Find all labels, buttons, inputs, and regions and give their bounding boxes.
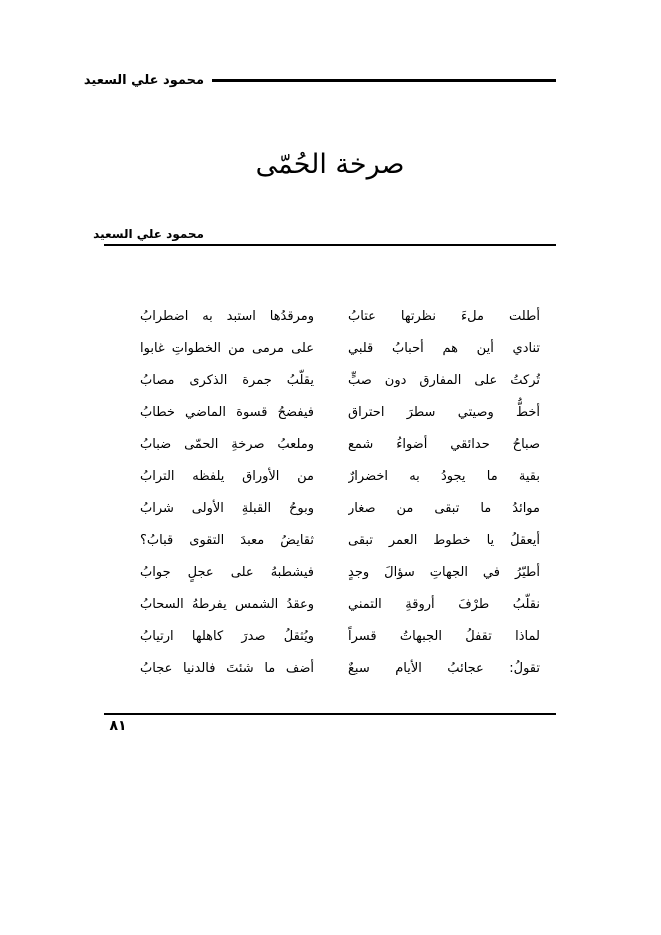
verse-row <box>120 301 540 333</box>
verse-row <box>120 461 540 493</box>
verse-row <box>120 589 540 621</box>
verse-first-hemistich: أطيّرُ في الجهاتِ سؤالَ وجدٍ <box>348 565 540 580</box>
verse-second-hemistich: من الأوراق يلفظه الترابُ <box>140 469 314 484</box>
verse-first-hemistich: بقية ما يجودُ به اخضرارٌ <box>348 469 540 484</box>
verse-row <box>120 621 540 653</box>
verse-first-hemistich: أيعقلُ يا خطوط العمر تبقى <box>348 533 540 548</box>
verse-second-hemistich: وبوحُ القبلةِ الأولى شرابُ <box>140 501 314 516</box>
verse-row <box>120 557 540 589</box>
verse-row <box>120 365 540 397</box>
verse-row <box>120 525 540 557</box>
verse-second-hemistich: يقلّبُ جمرة الذكرى مصابُ <box>140 373 314 388</box>
verse-row <box>120 653 540 685</box>
verse-second-hemistich: ومرقدُها استبد به اضطرابُ <box>140 309 314 324</box>
verse-first-hemistich: تنادي أين هم أحبابُ قلبي <box>348 341 540 356</box>
verse-first-hemistich: تُركتُ على المفارق دون صبٍّ <box>348 373 540 388</box>
byline-rule <box>104 244 556 246</box>
verse-second-hemistich: فيفضحُ قسوة الماضي خطابُ <box>140 405 314 420</box>
verse-row <box>120 333 540 365</box>
verse-second-hemistich: على مرمى من الخطواتِ غابوا <box>140 341 314 356</box>
verse-row <box>120 397 540 429</box>
verse-first-hemistich: نقلّبُ طرْفَ أروقةِ التمني <box>348 597 540 612</box>
verse-first-hemistich: لماذا تقفلُ الجبهاتُ قسراً <box>348 629 540 644</box>
verse-first-hemistich: أخطُّ وصيتي سطرَ احتراق <box>348 405 540 420</box>
page-number: ٨١ <box>109 718 127 734</box>
verse-first-hemistich: أطلت ملءَ نظرتها عتابُ <box>348 309 540 324</box>
verse-second-hemistich: فيشطبهُ على عجلٍ جوابُ <box>140 565 314 580</box>
verse-second-hemistich: ثقايضُ معبدَ التقوى قبابُ؟ <box>140 533 314 548</box>
poem-body <box>120 301 540 685</box>
poem-title: صرخة الحُمّى <box>255 149 405 180</box>
header-rule <box>212 79 556 82</box>
verse-second-hemistich: وملعبُ صرخةِ الحمّى ضبابُ <box>140 437 314 452</box>
verse-first-hemistich: صباحُ حدائقي أضواءُ شمع <box>348 437 540 452</box>
verse-second-hemistich: وعقدُ الشمس يفرطهُ السحابُ <box>140 597 314 612</box>
running-header-author: محمود علي السعيد <box>83 73 204 88</box>
verse-row <box>120 429 540 461</box>
footer-rule <box>104 713 556 715</box>
verse-row <box>120 493 540 525</box>
verse-second-hemistich: ويُثقلُ صدرَ كاهلها ارتيابُ <box>140 629 314 644</box>
poem-author: محمود علي السعيد <box>93 227 204 241</box>
verse-first-hemistich: موائدُ ما تبقى من صغار <box>348 501 540 516</box>
verse-second-hemistich: أضف ما شئتَ فالدنيا عجابُ <box>140 661 314 676</box>
verse-first-hemistich: تقولُ: عجائبُ الأيام سبعٌ <box>348 661 540 676</box>
